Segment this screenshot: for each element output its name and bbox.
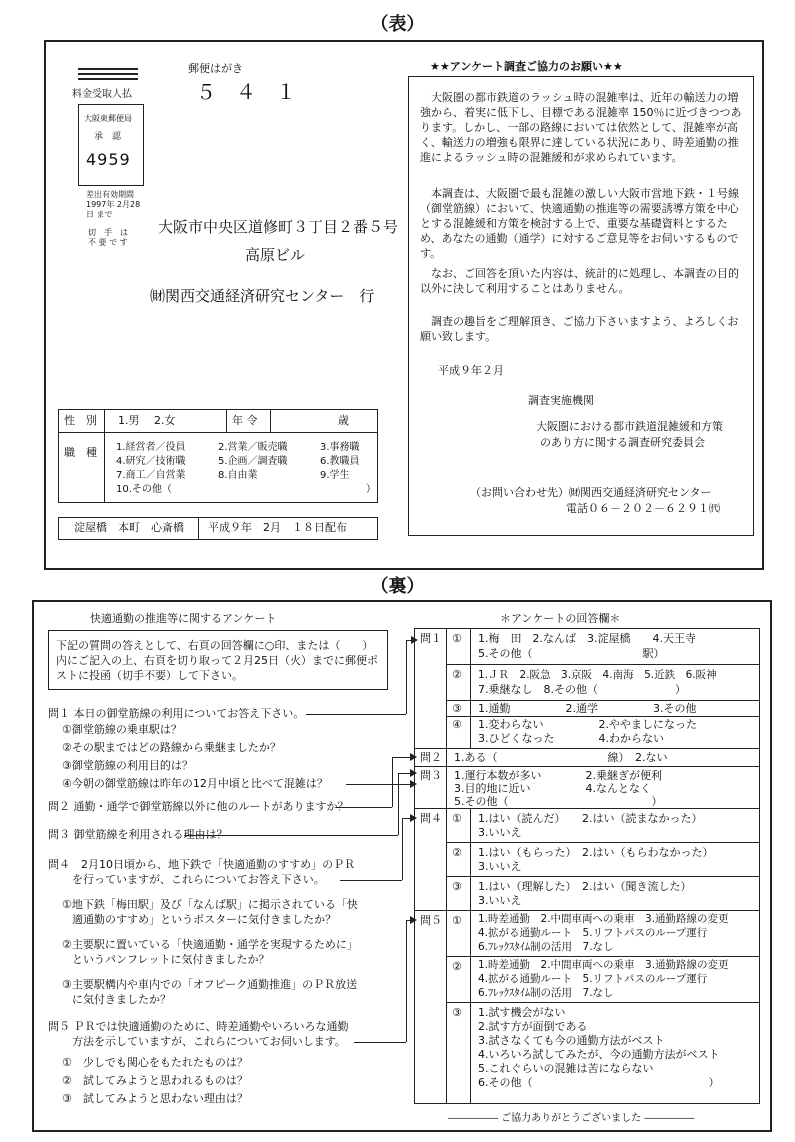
address-line1: 大阪市中央区道修町３丁目２番５号 (158, 218, 399, 236)
circle-number: ③ (452, 880, 462, 893)
stamp-note2: 1997年 2月28 (86, 200, 141, 209)
answer-option[interactable]: 6.その他（ ） (478, 1076, 720, 1089)
circle-number: ① (452, 812, 462, 825)
job-option[interactable]: 7.商工／自営業 (116, 470, 186, 481)
answer-option[interactable]: 5.これぐらいの混雑は苦にならない (478, 1062, 654, 1075)
question-sub: ③御堂筋線の利用目的は？ (62, 759, 193, 772)
job-option[interactable]: 4.研究／技術職 (116, 456, 186, 467)
answer-option[interactable]: 6.ﾌﾚｯｸｽﾀｲﾑ制の活用 7.なし (478, 941, 614, 953)
stamp-office: 大阪東郵便局 (84, 114, 132, 123)
answer-option[interactable]: 1.時差通勤 2.中間車両への乗車 3.通勤路線の変更 (478, 913, 729, 925)
answer-option[interactable]: 1.時差通勤 2.中間車両への乗車 3.通勤路線の変更 (478, 959, 729, 971)
notice-paragraph: 本調査は、大阪圏で最も混雑の激しい大阪市営地下鉄・１号線（御堂筋線）において、快適通勤の推進等の需要誘導方策を中心とする混雑緩和方策を検討する上で、重要な基礎資料とするため、あなたの通勤（通学）に対するご意見等をお伺いするものです。 (420, 187, 739, 260)
circle-number: ② (452, 846, 462, 859)
question: 問５ ＰＲでは快適通勤のために、時差通勤やいろいろな通勤 (48, 1020, 349, 1033)
job-option-other[interactable]: 10.その他（ (116, 484, 172, 495)
answer-header: ＊アンケートの回答欄＊ (500, 612, 621, 625)
question: 問２ 通勤・通学で御堂筋線以外に他のルートがありますか？ (48, 800, 349, 813)
notice-paragraph: なお、ご回答を頂いた内容は、統計的に処理し、本調査の目的以外に決して利用することはありません。 (420, 267, 739, 295)
question-sub: ①地下鉄「梅田駅」及び「なんば駅」に掲示されている「快 (62, 898, 358, 911)
answer-option[interactable]: 3.いいえ (478, 894, 522, 907)
job-option[interactable]: 1.経営者／役員 (116, 442, 186, 453)
question: 問４ 2月10日頃から、地下鉄で「快適通勤のすすめ」のＰＲ (48, 858, 356, 871)
circle-number: ③ (452, 1006, 462, 1019)
notice-phone: 電話０６－２０２－６２９１㈹ (566, 502, 720, 515)
notice-org-label: 調査実施機関 (528, 394, 594, 407)
sex-label: 性 別 (64, 414, 97, 427)
circle-number: ④ (452, 718, 462, 731)
answer-option[interactable]: 2.試す方が面倒である (478, 1020, 588, 1033)
stamp-note3: 日 まで (86, 210, 113, 219)
question-sub: というパンフレットに気付きましたか？ (72, 953, 270, 966)
answer-option[interactable]: 1.ＪＲ 2.阪急 3.京阪 4.南海 5.近鉄 6.阪神 (478, 669, 717, 681)
notice-paragraph: 大阪圏の都市鉄道のラッシュ時の混雑率は、近年の輸送力の増強から、着実に低下し、目標である混雑率 150％に近づきつつあります。しかし、一部の路線においては依然として、混雑率が高く、輸送力の増強も限界に達している状況にあり、時差通勤の推進によるラッシュ時の混雑緩和が求められています。 (420, 91, 742, 164)
answer-option[interactable]: 6.ﾌﾚｯｸｽﾀｲﾑ制の活用 7.なし (478, 987, 614, 999)
postal-code: ５ ４ １ (196, 80, 296, 104)
sex-options[interactable]: 1.男 2.女 (118, 414, 176, 427)
answer-option[interactable]: 1.ある（ 線） 2.ない (454, 751, 668, 764)
notice-header: ★★アンケート調査ご協力のお願い★★ (430, 60, 623, 73)
answer-option[interactable]: 4.拡がる通勤ルート 5.リフトパスのループ運行 (478, 973, 708, 985)
question: を行っていますが、これらについてお答え下さい。 (72, 873, 325, 886)
job-option[interactable]: 5.企画／調査職 (218, 456, 288, 467)
answer-q1-label: 問１ (420, 632, 442, 645)
stamp-note4a: 切 手 は (88, 228, 128, 237)
question-sub: ① 少しでも関心をもたれたものは？ (62, 1056, 248, 1069)
answer-option[interactable]: 5.その他（ 駅） (478, 647, 665, 660)
job-option[interactable]: 9.学生 (320, 470, 350, 481)
answer-q2-label: 問２ (420, 751, 442, 764)
notice-paragraph: 調査の趣旨をご理解頂き、ご協力下さいますよう、よろしくお願い致します。 (420, 315, 739, 343)
answer-option[interactable]: 3.目的地に近い 4.なんとなく (454, 782, 651, 795)
question-sub: ②主要駅に置いている「快適通勤・通学を実現するために」 (62, 938, 358, 951)
stamp-title: 料金受取人払 (72, 89, 132, 100)
job-option[interactable]: 8.自由業 (218, 470, 258, 481)
answer-option[interactable]: 3.いいえ (478, 826, 522, 839)
question-sub: ② 試してみようと思われるものは？ (62, 1074, 248, 1087)
question-sub: ④今朝の御堂筋線は昨年の12月中頃と比べて混雑は？ (62, 777, 328, 790)
thanks-footer: ――――― ご協力ありがとうございました ――――― (448, 1113, 695, 1124)
back-section-title: （裏） (370, 576, 425, 597)
stamp-note4b: 不 要 で す (88, 238, 128, 247)
answer-option[interactable]: 1.運行本数が多い 2.乗継ぎが便利 (454, 769, 662, 782)
stamp-number: 4959 (86, 150, 131, 169)
answer-option[interactable]: 4.拡がる通勤ルート 5.リフトパスのループ運行 (478, 927, 708, 939)
circle-number: ① (452, 914, 462, 927)
answer-option[interactable]: 1.はい（読んだ） 2.はい（読まなかった） (478, 812, 703, 825)
instructions-text: 下記の質問の答えとして、右頁の回答欄に○印、または（ ）内にご記入の上、右頁を切り取って２月25日（火）までに郵便ポストに投函（切手不要）して下さい。 (56, 639, 378, 682)
circle-number: ③ (452, 702, 462, 715)
question-sub: に気付きましたか？ (72, 993, 171, 1006)
answer-q3-label: 問３ (420, 769, 442, 782)
job-option-other-close: ） (366, 484, 376, 495)
question-sub: ③主要駅構内や車内での「オフピーク通勤推進」のＰＲ放送 (62, 978, 358, 991)
front-section-title: （表） (370, 14, 425, 35)
job-label: 職 種 (64, 446, 97, 459)
answer-option[interactable]: 1.通勤 2.通学 3.その他 (478, 702, 697, 715)
answer-q4-label: 問４ (420, 812, 442, 825)
answer-option[interactable]: 4.いろいろ試してみたが、今の通勤方法がベスト (478, 1048, 720, 1061)
answer-option[interactable]: 1.はい（理解した） 2.はい（聞き流した） (478, 880, 692, 893)
answer-option[interactable]: 1.はい（もらった） 2.はい（もらわなかった） (478, 846, 714, 859)
answer-option[interactable]: 1.試す機会がない (478, 1006, 566, 1019)
answer-option[interactable]: 1.変わらない 2.ややましになった (478, 718, 697, 731)
notice-org1: 大阪圏における都市鉄道混雑緩和方策 (536, 420, 723, 433)
stamp-note1: 差出有効期間 (86, 190, 134, 199)
answer-q5-label: 問５ (420, 914, 442, 927)
job-option[interactable]: 2.営業／販売職 (218, 442, 288, 453)
question: 方法を示していますが、これらについてお伺いします。 (72, 1035, 346, 1048)
age-unit[interactable]: 歳 (338, 414, 349, 427)
distribution-places: 淀屋橋 本町 心斎橋 (74, 521, 184, 534)
notice-date: 平成９年２月 (438, 364, 504, 377)
answer-option[interactable]: 3.ひどくなった 4.わからない (478, 732, 664, 745)
postcard-label: 郵便はがき (188, 62, 243, 75)
job-option[interactable]: 6.教職員 (320, 456, 360, 467)
question-sub: ①御堂筋線の乗車駅は？ (62, 723, 182, 736)
circle-number: ② (452, 668, 462, 681)
stamp-lines (78, 68, 138, 80)
answer-option[interactable]: 5.その他（ ） (454, 795, 663, 808)
circle-number: ① (452, 632, 462, 645)
age-label: 年 令 (232, 414, 258, 427)
survey-title: 快適通勤の推進等に関するアンケート (90, 612, 277, 625)
recipient-name: ㈶関西交通経済研究センター 行 (150, 287, 375, 305)
address-line2: 高原ビル (245, 246, 306, 264)
question: 問１ 本日の御堂筋線の利用についてお答え下さい。 (48, 707, 305, 720)
stamp-approve: 承 認 (94, 132, 122, 142)
distribution-date: 平成９年 2月 １８日配布 (208, 521, 347, 534)
answer-option[interactable]: 7.乗継なし 8.その他（ ） (478, 683, 686, 696)
answer-option[interactable]: 3.いいえ (478, 860, 522, 873)
question: 問３ 御堂筋線を利用される理由は？ (48, 828, 228, 841)
question-sub: 適通勤のすすめ」というポスターに気付きましたか？ (72, 913, 337, 926)
question-sub: ③ 試してみようと思わない理由は？ (62, 1092, 248, 1105)
answer-option[interactable]: 3.試さなくても今の通勤方法がベスト (478, 1034, 665, 1047)
notice-contact: （お問い合わせ先）㈶関西交通経済研究センター (470, 486, 712, 499)
job-option[interactable]: 3.事務職 (320, 442, 360, 453)
circle-number: ② (452, 960, 462, 973)
answer-option[interactable]: 1.梅 田 2.なんば 3.淀屋橋 4.天王寺 (478, 632, 696, 645)
question-sub: ②その駅まではどの路線から乗継ましたか？ (62, 741, 281, 754)
notice-org2: のあり方に関する調査研究委員会 (540, 436, 705, 449)
